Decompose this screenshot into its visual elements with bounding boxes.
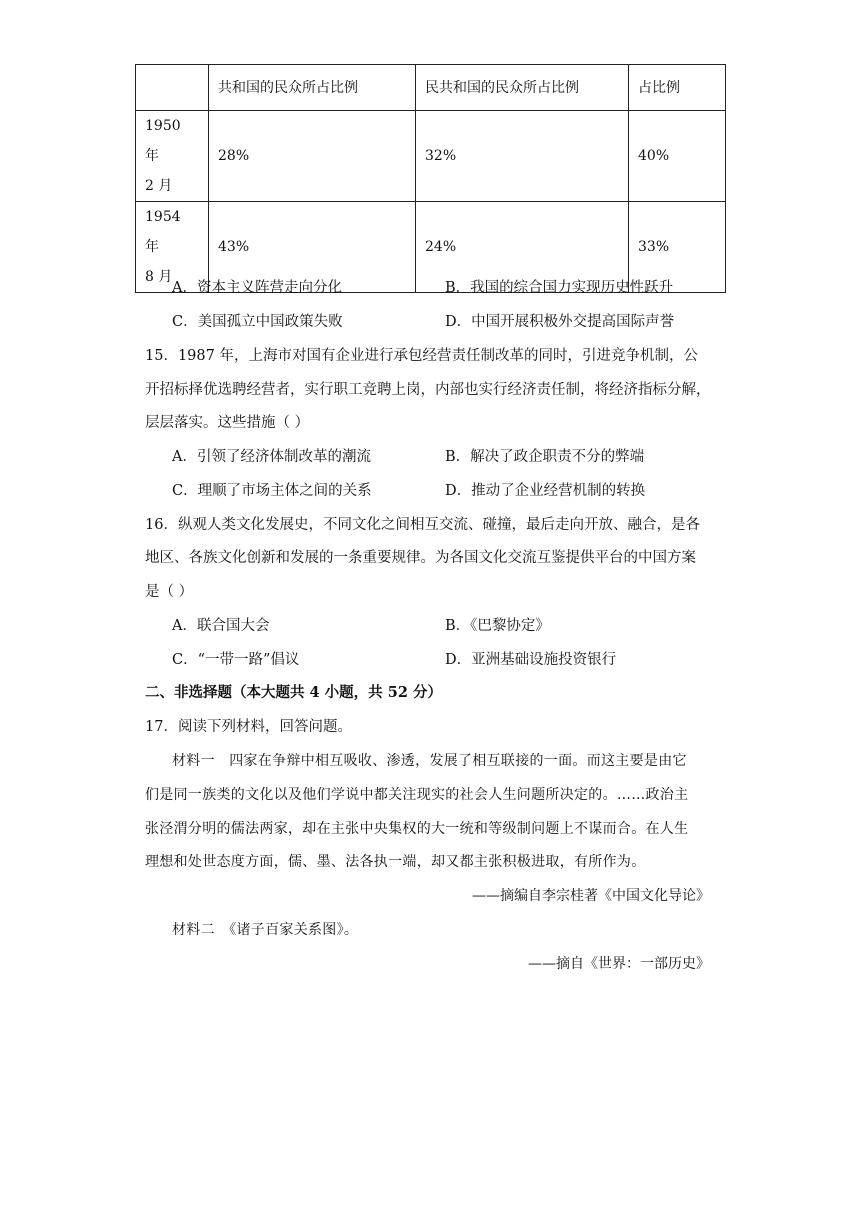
q15-option-d[interactable]: D．推动了企业经营机制的转换 — [445, 483, 646, 499]
q16-option-d[interactable]: D．亚洲基础设施投资银行 — [445, 652, 617, 668]
table-header-cell: 共和国的民众所占比例 — [209, 65, 416, 111]
survey-table — [135, 64, 726, 293]
q16-stem-line: 16．纵观人类文化发展史，不同文化之间相互交流、碰撞，最后走向开放、融合，是各 — [145, 517, 700, 533]
q16-option-b[interactable]: B．《巴黎协定》 — [445, 618, 550, 634]
table-header-row — [136, 65, 726, 111]
material1-source: ——摘编自李宗桂著《中国文化导论》 — [472, 888, 710, 904]
table-date-cell: 1950 年 2 月 — [136, 111, 209, 202]
table-cell: 28% — [209, 111, 416, 202]
q14-option-b[interactable]: B．我国的综合国力实现历史性跃升 — [445, 280, 674, 296]
q16-option-a[interactable]: A．联合国大会 — [172, 618, 270, 634]
q14-option-c[interactable]: C．美国孤立中国政策失败 — [172, 314, 343, 330]
table-cell: 43% — [209, 202, 416, 293]
material2-line: 材料二 《诸子百家关系图》。 — [172, 922, 359, 938]
table-header-cell: 民共和国的民众所占比例 — [416, 65, 629, 111]
table-cell: 33% — [629, 202, 726, 293]
material1-line: 们是同一族类的文化以及他们学说中都关注现实的社会人生问题所决定的。……政治主 — [145, 787, 689, 803]
table-row — [136, 111, 726, 202]
table-cell: 32% — [416, 111, 629, 202]
q16-stem-line: 是（ ） — [145, 584, 194, 600]
material1-line: 张泾渭分明的儒法两家，却在主张中央集权的大一统和等级制问题上不谋而合。在人生 — [145, 821, 689, 837]
q16-option-c[interactable]: C．“一带一路”倡议 — [172, 652, 300, 668]
q15-option-a[interactable]: A．引领了经济体制改革的潮流 — [172, 449, 371, 465]
table-header-cell: 占比例 — [629, 65, 726, 111]
q15-stem-line: 层层落实。这些措施（ ） — [145, 415, 310, 431]
material1-line: 理想和处世态度方面，儒、墨、法各执一端，却又都主张积极进取，有所作为。 — [145, 854, 646, 870]
q14-option-d[interactable]: D．中国开展积极外交提高国际声誉 — [445, 314, 675, 330]
q15-stem-line: 开招标择优选聘经营者，实行职工竞聘上岗，内部也实行经济责任制，将经济指标分解， — [145, 382, 711, 398]
table-cell: 40% — [629, 111, 726, 202]
table-cell: 24% — [416, 202, 629, 293]
table-date-cell: 1954 年 8 月 — [136, 202, 209, 293]
material2-source: ——摘自《世界：一部历史》 — [528, 956, 710, 972]
q15-option-c[interactable]: C．理顺了市场主体之间的关系 — [172, 483, 372, 499]
q15-option-b[interactable]: B．解决了政企职责不分的弊端 — [445, 449, 645, 465]
q15-stem-line: 15．1987 年，上海市对国有企业进行承包经营责任制改革的同时，引进竞争机制，公 — [145, 348, 698, 364]
q16-stem-line: 地区、各族文化创新和发展的一条重要规律。为各国文化交流互鉴提供平台的中国方案 — [145, 550, 696, 566]
q17-stem: 17．阅读下列材料，回答问题。 — [145, 719, 352, 735]
table-header-cell — [136, 65, 209, 111]
q14-option-a[interactable]: A．资本主义阵营走向分化 — [172, 280, 342, 296]
material1-line: 材料一 四家在争辩中相互吸收、渗透，发展了相互联接的一面。而这主要是由它 — [172, 753, 687, 769]
section-heading: 二、非选择题（本大题共 4 小题，共 52 分） — [145, 684, 442, 701]
